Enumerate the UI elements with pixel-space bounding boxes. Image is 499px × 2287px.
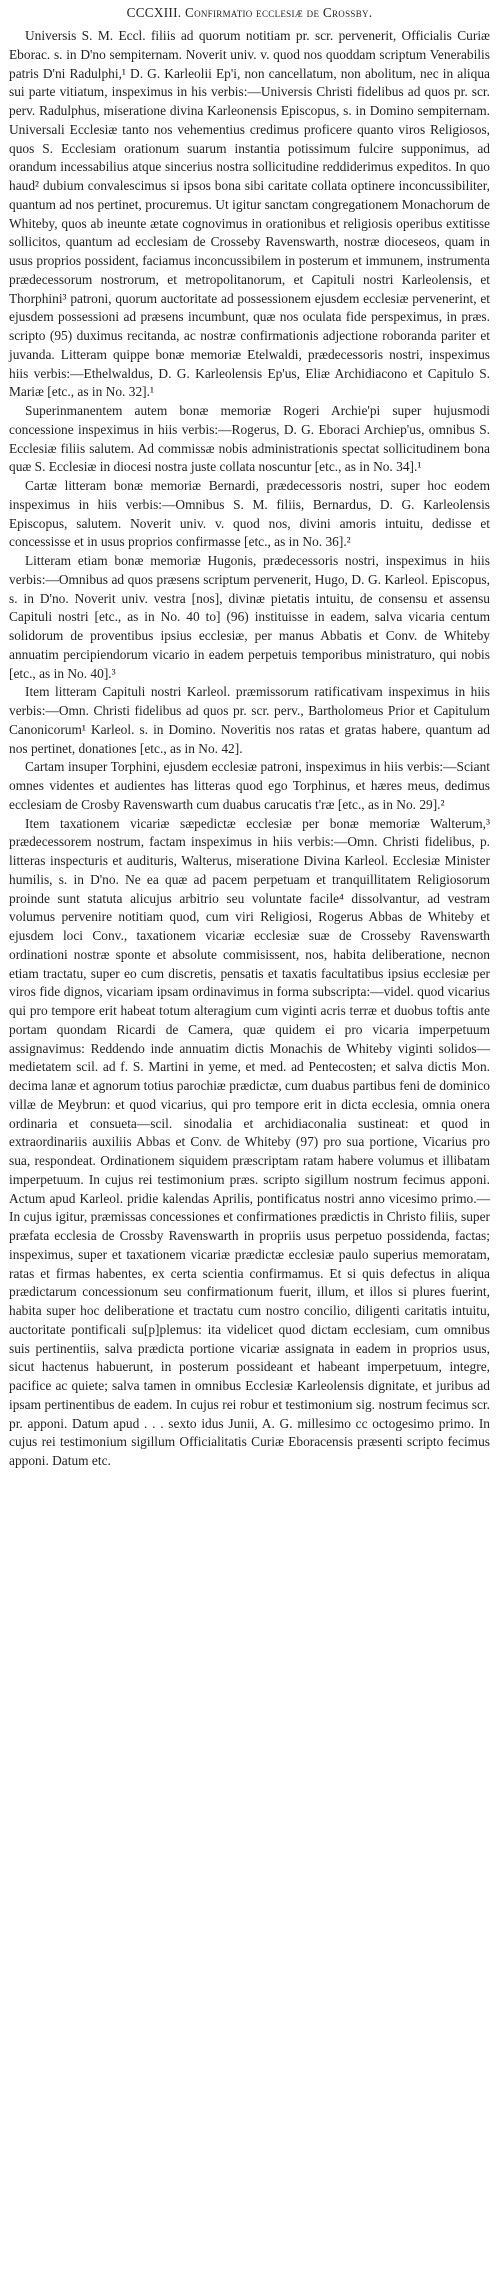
charter-text <box>9 27 490 1471</box>
paragraph-rogeri-archiepiscopi: Superinmanentem autem bonæ memoriæ Rogeri Archie'pi super hujusmodi concessione inspeximus in hiis verbis:—Rogerus, D. G. Eboraci Archiep'us, omnibus S. Ecclesiæ filiis salutem. Ad commissæ nobis administrationis spectat sollicitudinem bona quæ S. Ecclesiæ in diocesi nostra juste collata noscuntur [etc., as in No. 34].¹ <box>9 403 490 475</box>
paragraph-hugonis: Litteram etiam bonæ memoriæ Hugonis, prædecessoris nostri, inspeximus in hiis verbis:—Omnibus ad quos præsens scriptum pervenerit, Hugo, D. G. Karleol. Episcopus, s. in D'no. Noverit univ. vestra [nos], divinæ pietatis intuitu, de consensu et assensu Capituli nostri [etc., as in No. 40 to] (96) instituisse in eadem, salva vicaria centum solidorum de proventibus ipsius ecclesiæ, per manus Abbatis et Conv. de Whiteby annuatim percipiendorum vicario in eadem perpetuis temporibus ministraturo, qui nobis [etc., as in No. 40].³ <box>9 553 490 681</box>
paragraph-taxatio-vicariae: Item taxationem vicariæ sæpedictæ ecclesiæ per bonæ memoriæ Walterum,³ prædecessorem nostrum, factam inspeximus in hiis verbis:—Omn. Christi fidelibus, p. litteras inspecturis et audituris, Walterus, miseratione Divina Karleol. Ecclesiæ Minister humilis, s. in D'no. Ne ea quæ ad pacem perpetuam et tranquillitatem Religiosorum proinde sunt statuta alicujus arbitrio seu voluntate facile⁴ dissolvantur, ad vestram volumus pervenire notitiam quod, cum viri Religiosi, Rogerus Abbas de Whiteby et ejusdem loci Conv., taxationem vicariæ ecclesiæ suæ de Crosseby Ravenswarth ordinationi nostræ sponte et absolute commisissent, nos, habita deliberatione, necnon etiam tractatu, super eo cum discretis, pensatis et taxatis facultatibus ipsius ecclesiæ per viros fide dignos, vicariam ipsam ordinavimus in forma subscripta:—videl. quod vicarius qui pro tempore erit habeat totum alteragium cum viginti acris terræ et duobus toftis ante portam quondam Ricardi de Camera, quæ quidem ei pro vicaria imperpetuum assignavimus: Reddendo inde annuatim dictis Monachis de Whiteby viginti solidos—medietatem scil. ad f. S. Martini in yeme, et med. ad Pentecosten; et salva dictis Mon. decima lanæ et agnorum totius parochiæ prædictæ, cum duabus partibus feni de dominico villæ de Meybrun: et quod vicarius, qui pro tempore erit in dicta ecclesia, omnia onera ordinaria et consueta—scil. sinodalia et archidiaconalia sustineat: et quod in extraordinariis auxiliis Abbas et Conv. de Whiteby (97) pro sua portione, Vicarius pro sua, respondeat. Ordinationem siquidem præscriptam ratam habere volumus et illibatam imperpetuum. In cujus rei testimonium præs. scripto sigillum nostrum fecimus apponi. Actum apud Karleol. pridie kalendas Aprilis, pontificatus nostri anno vicesimo primo.—In cujus igitur, præmissas concessiones et confirmationes prædictis in Christo filiis, super præfata ecclesia de Crossby Ravenswarth in propriis usus perpetuo possidenda, factas; inspeximus, super et taxationem vicariæ prædictæ ecclesiæ paulo superius memoratam, ratas et firmas habentes, ex certa scientia confirmamus. Et si quis defectus in aliqua prædictarum concessionum seu confirmationum fuerit, illum, et illos si plures fuerint, habita super hoc deliberatione et tractatu cum nostro concilio, diligenti caritatis intuitu, auctoritate pontificali su[p]plemus: ita videlicet quod dictam ecclesiam, cum omnibus suis pertinentiis, salva prædicta portione vicariæ assignata in eadem in proprios usus, sicut hactenus habuerunt, in posterum possideant et habeant imperpetuum, integre, pacifice ac quiete; salva tamen in omnibus Ecclesiæ Karleolensis dignitate, et juribus ad ipsam pertinentibus de eadem. In cujus rei robur et testimonium sig. nostrum fecimus scr. pr. apponi. Datum apud . . . sexto idus Junii, A. G. millesimo cc octogesimo primo. In cujus rei testimonium sigillum Officialitatis Curiæ Eboracensis præsenti scripto fecimus apponi. Datum etc. <box>9 815 490 1468</box>
paragraph-bernardi: Cartæ litteram bonæ memoriæ Bernardi, prædecessoris nostri, super hoc eodem inspeximus in hiis verbis:—Omnibus S. M. filiis, Bernardus, D. G. Karleolensis Episcopus, salutem. Noverit univ. v. quod nos, divini amoris intuitu, dedisse et concessisse et in usus proprios confirmasse [etc., as in No. 36].² <box>9 478 490 550</box>
paragraph-torphini: Cartam insuper Torphini, ejusdem ecclesiæ patroni, inspeximus in hiis verbis:—Sciant omnes videntes et audientes has litteras quod ego Torphinus, et hæres meus, dedimus ecclesiam de Crosby Ravenswarth cum duabus carucatis t'ræ [etc., as in No. 29].² <box>9 759 490 812</box>
paragraph-inspeximus-radulphi: Universis S. M. Eccl. filiis ad quorum notitiam pr. scr. pervenerit, Officialis Curiæ Eborac. s. in D'no sempiternam. Noverit univ. v. quod nos quoddam scriptum Venerabilis patris D'ni Radulphi,¹ D. G. Karleolii Ep'i, non cancellatum, non abolitum, nec in aliqua sui parte vitiatum, inspeximus in his verbis:—Universis Christi fidelibus ad quos pr. scr. perv. Radulphus, miseratione divina Karleonensis Episcopus, s. in Domino sempiternam. Universali Ecclesiæ tanto nos vehementius credimus proficere quanto viros Religiosos, quos S. Ecclesiam orationum suarum instantia potissimum fulcire supponimus, ad orandum incessabilius atque sincerius nostra sollicitudine reddiderimus expeditos. In quo haud² dubium convalescimus si ipsos bona sibi caritate collata optinere inconcussibiliter, quantum ad nos pertinet, procuremus. Ut igitur sanctam congregationem Monachorum de Whiteby, quos ab ineunte ætate cognovimus in orationibus et religiosis operibus extitisse sollicitos, quantum ad ecclesiam de Crosseby Ravenswarth, nostræ dioceseos, quam in usus proprios possident, faciamus inconcussibilem in posterum et immunem, instrumenta prædecessorum nostrorum, et metropolitanorum, et Capituli nostri Karleolensis, et Thorphini³ patroni, quorum auctoritate ad possessionem ejusdem ecclesiæ pervenerint, et ejusdem possessioni ad præsens incumbunt, quæ nos oculata fide perspeximus, in præs. scripto (95) duximus recitanda, ac nostræ confirmationis adjectione roboranda pariter et juvanda. Litteram quippe bonæ memoriæ Etelwaldi, prædecessoris nostri, inspeximus hiis verbis:—Ethelwaldus, D. G. Karleolensis Ep'us, Eliæ Archidiacono et Capitulo S. Mariæ [etc., as in No. 32].¹ <box>9 28 490 400</box>
paragraph-capituli-karleol: Item litteram Capituli nostri Karleol. præmissorum ratificativam inspeximus in hiis verbis:—Omn. Christi fidelibus ad quos pr. scr. perv., Bartholomeus Prior et Capitulum Canonicorum¹ Karleol. s. in Domino. Noveritis nos ratas et gratas habere, quantum ad nos pertinet, donationes [etc., as in No. 42]. <box>9 684 490 756</box>
page-header: CCCXIII. Confirmatio ecclesiæ de Crossby. <box>126 5 373 20</box>
